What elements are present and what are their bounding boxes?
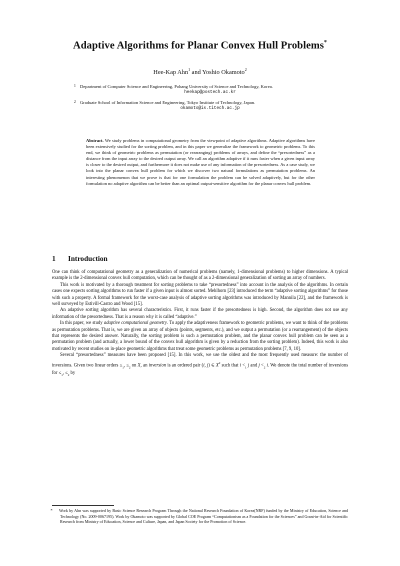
paragraph-fragment: , ≤	[123, 363, 129, 369]
body-paragraph	[52, 270, 348, 283]
body-text	[52, 270, 348, 378]
title-footnote-mark: *	[323, 40, 327, 46]
author-affil-mark: 1	[188, 67, 191, 72]
author-line	[40, 67, 360, 76]
abstract-label: Abstract.	[86, 138, 104, 143]
paragraph-fragment: adaptive computational geometry	[103, 321, 167, 327]
title-text: Adaptive Algorithms for Planar Convex Hull Problems	[73, 40, 324, 52]
body-paragraph	[52, 308, 348, 321]
paragraph-fragment: inversion	[148, 363, 167, 369]
body-paragraph	[52, 353, 348, 378]
section-number: 1	[52, 254, 56, 263]
affiliation-email: heekap@postech.ac.kr	[184, 90, 236, 96]
paragraph-fragment: An adaptive sorting algorithm has several characteristics. First, it runs faster if the presortedness is high. Second, the algorithm does not use any information of the presortedness. That is a reason why it is called “adaptive.”	[52, 308, 348, 320]
paragraph-fragment: such that	[220, 363, 240, 369]
footnote	[52, 508, 348, 525]
section-heading	[52, 254, 108, 263]
paragraph-fragment: 1	[122, 365, 124, 370]
body-paragraph	[52, 283, 348, 309]
paragraph-fragment: ) ∈	[208, 363, 216, 369]
footnote-mark: *	[50, 508, 53, 513]
affiliation-number: 1	[74, 84, 76, 88]
paragraph-fragment: 2	[218, 360, 221, 365]
paragraph-fragment: by	[69, 370, 76, 376]
paragraph-fragment: i, j	[203, 363, 209, 369]
paragraph-fragment: 2	[128, 365, 131, 370]
paragraph-fragment: 2	[263, 365, 266, 370]
author-name: Hee-Kap Ahn	[153, 69, 189, 77]
paragraph-fragment: X	[137, 363, 141, 369]
paragraph-fragment: . To apply the adaptiveness framework to geometric problems, we want to think of the problems as permutation problems. That is, we are given an array of objects (points, segments, etc.), and we output a permutation (or a rearrangement) of the objects that represents the desired answer. Naturally, the sorting problem is such a permutation problem, and the planar convex hull problem can be seen as a permutation problem (and actually, a lower bound of the convex hull algorithm is given by a reduction from the sorting problem). Indeed, this work is also motivated by recent studies on in-place geometric algorithms that treat some geometric problems as permutation problems [7, 9, 10].	[52, 321, 348, 352]
paragraph-fragment: <	[241, 363, 245, 369]
footnote-text: Work by Ahn was supported by Basic Science Research Program Through the National Research Foundation of Korea(NRF) funded by the Ministry of Education, Science and Technology (No. 2009-0067195). Work by Okamoto was supported by Global COE Program “Computationism as a Foundation for the Sciences” and Grant-in-Aid for Scientific Research from Ministry of Education, Science and Culture, Japan, and Japan Society for the Promotion of Science.	[59, 508, 348, 524]
paragraph-fragment: , an	[140, 363, 149, 369]
paragraph-fragment: j	[247, 363, 250, 369]
paragraph-fragment: is an ordered pair (	[166, 363, 204, 369]
paragraph-fragment: One can think of computational geometry as a generalization of numerical problems (namely, 1-dimensional problems) to higher dimensions. A typical example is the 2-dimensional convex hull computation, which can be thought of as a 2-dimensional generalization of sorting an array of numbers.	[52, 270, 348, 282]
paragraph-fragment: i	[266, 363, 268, 369]
paper-title	[40, 40, 360, 52]
author-affil-mark: 2	[244, 67, 247, 72]
body-paragraph	[52, 321, 348, 353]
paragraph-fragment: 1	[61, 372, 63, 377]
affiliation	[74, 100, 340, 112]
author-conjunction: and	[191, 69, 201, 77]
affiliation-email: okamoto@is.titech.ac.jp	[180, 106, 240, 112]
affiliation-text: Graduate School of Information Science and Engineering, Tokyo Institute of Technology, Japan.	[80, 100, 256, 105]
paragraph-fragment: on	[130, 363, 138, 369]
paragraph-fragment: <	[259, 363, 264, 369]
paragraph-fragment: and	[249, 363, 259, 369]
section-title: Introduction	[68, 254, 108, 263]
author-name: Yoshio Okamoto	[202, 69, 245, 77]
affiliation-number: 2	[74, 100, 76, 104]
paragraph-fragment: 1	[244, 365, 247, 370]
paragraph-fragment: X	[215, 363, 219, 369]
abstract-text: We study problems in computational geometry from the viewpoint of adaptive algorithms. Adaptive algorithms have been extensively studied for the sorting problem, and in this paper we generalize the framework to geometric problems. To this end, we think of geometric problems as permutation (or rearranging) problems of arrays, and define the “presortedness” as a distance from the input array to the desired output array. We call an algorithm adaptive if it runs faster when a given input array is closer to the desired output, and furthermore it does not make use of any information of the presortedness. As a case study, we look into the planar convex hull problem for which we discover two natural formulations as permutation problems. An interesting phenomenon that we prove is that for one formulation the problem can be solved adaptively, but for the other formulation no adaptive algorithm can be better than an optimal output-sensitive algorithm for the planar convex hull problem.	[86, 138, 315, 186]
footnote-rule	[52, 505, 114, 506]
affiliation-text: Department of Computer Science and Engineering, Pohang University of Science and Technology, Korea.	[80, 84, 273, 89]
paragraph-fragment: This work is motivated by a thorough treatment for sorting problems to take “presortedness” into account in the analysis of the algorithms. In certain cases one expects sorting algorithms to run faster if a given input is almost sorted. Mehlhorn [23] introduced the term “adaptive sorting algorithms” for those with such a property. A formal framework for the worst-case analysis of adaptive sorting algorithms was introduced by Mannila [22], and the framework is well surveyed by Estivill-Castro and Wood [15].	[52, 282, 348, 308]
paragraph-fragment: Several “presortedness” measures have been proposed [15]. In this work, we use the oldest and the most frequently used measure: the number of inversions. Given two linear orders ≤	[52, 353, 348, 369]
paragraph-fragment: 2	[67, 372, 70, 377]
paragraph-fragment: In this paper, we study	[60, 321, 104, 327]
paragraph-fragment: , ≤	[62, 370, 68, 376]
paragraph-fragment: . We denote the total number of inversions for ≤	[52, 363, 349, 376]
paragraph-fragment: j	[258, 363, 260, 369]
affiliation	[74, 84, 340, 96]
paragraph-fragment: i	[239, 363, 242, 369]
abstract	[86, 138, 315, 187]
